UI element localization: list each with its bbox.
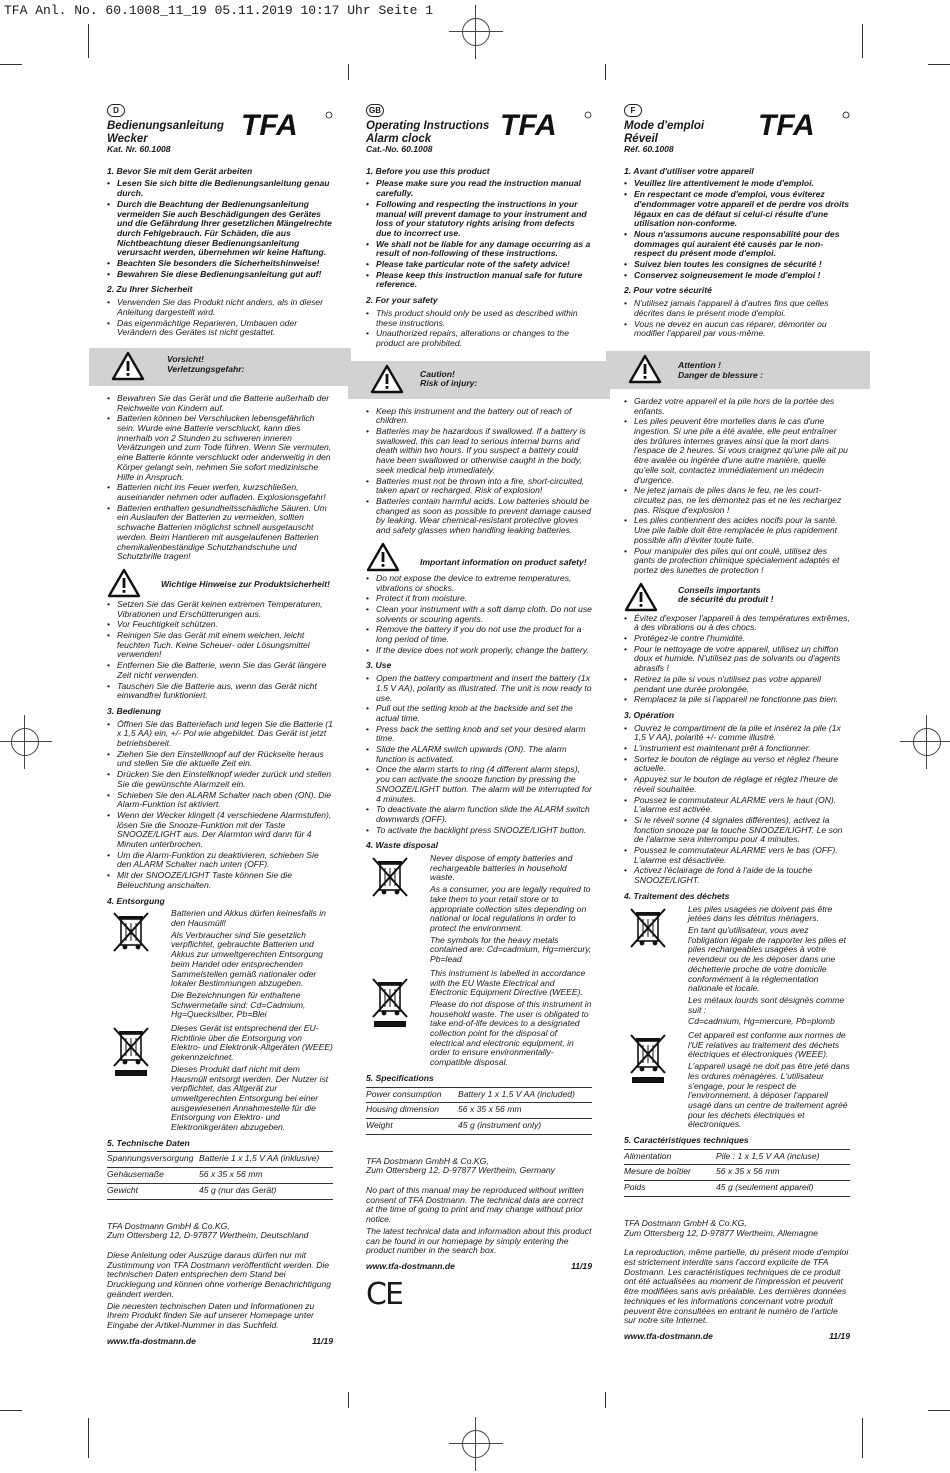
crop-mark	[0, 64, 22, 65]
list-item: • Pull out the setting knob at the backside and set the actual time.	[366, 704, 592, 723]
warning-triangle-icon	[111, 351, 145, 381]
product-safety-label: Conseils importants de sécurité du produit !	[678, 584, 774, 605]
list-item: • Reinigen Sie das Gerät mit einem weichen, leicht feuchten Tuch. Keine Scheuer- oder Lösungsmittel verwenden!	[107, 631, 333, 660]
crossed-bin-icon	[111, 911, 151, 955]
list-item: • Tauschen Sie die Batterie aus, wenn das Gerät nicht einwandfrei funktioniert.	[107, 682, 333, 701]
website-link[interactable]: www.tfa-dostmann.de	[107, 1335, 196, 1346]
logo-text: TFA	[758, 110, 815, 140]
disposal-text: Les métaux lourds sont désignés comme suit :	[688, 994, 845, 1015]
section-heading: 2. For your safety	[366, 295, 438, 306]
disposal-batteries	[366, 854, 592, 965]
disposal-weee	[366, 969, 592, 1068]
spec-table	[107, 1151, 333, 1199]
list-item: • If the device does not work properly, change the battery.	[366, 646, 592, 656]
logo-text: TFA	[500, 110, 557, 140]
list-item: • Durch die Beachtung der Bedienungsanleitung vermeiden Sie auch Beschädigungen des Gerätes und die Gefährdung Ihrer gesetzlichen Mängelrechte durch Fehlgebrauch. Für Schäden, die aus Nichtbeachtung dieser Bedienungsanleitung verursacht werden, übernehmen wir keine Haftung.	[107, 200, 333, 258]
list-before-use	[366, 179, 592, 290]
column-english	[366, 104, 592, 1312]
list-item: • Activez l'éclairage de fond à l'aide de la touche SNOOZE/LIGHT.	[624, 866, 850, 885]
language-badge: F	[624, 104, 642, 117]
legal-notice: Die neuesten technischen Daten und Informationen zu Ihrem Produkt finden Sie auf unserer Homepage unter Eingabe der Artikel-Nummer in das Suchfeld.	[107, 1300, 315, 1330]
caution-banner	[348, 361, 610, 399]
disposal-weee	[624, 1031, 850, 1130]
caution-label: Caution! Risk of injury:	[420, 368, 478, 389]
registration-mark	[11, 728, 39, 756]
warning-triangle-icon	[107, 568, 141, 598]
list-operation	[107, 720, 333, 891]
disposal-text: L'appareil usagé ne doit pas être jeté dans les ordures ménagères. L'utilisateur s'engage, pour le respect de l'environnement, à déposer l'appareil usagé dans un centre de traitement agréé pour les déchets électriques et électroniques.	[688, 1061, 850, 1130]
disposal-batteries	[107, 909, 333, 1020]
disposal-text: Cd=cadmium, Hg=mercure, Pb=plomb	[688, 1016, 835, 1027]
list-operation	[366, 674, 592, 835]
table-row: Gewicht 45 g (nur das Gerät)	[107, 1183, 333, 1199]
disposal-text: Please do not dispose of this instrument in household waste. The user is obligated to take end-of-life devices to a designated collection point for the disposal of electrical and electronic equipment, in order to ensure environmentally-compatible disposal.	[430, 998, 592, 1068]
list-item: • Please take particular note of the safety advice!	[366, 260, 592, 270]
catalog-number: Réf. 60.1008	[624, 144, 674, 154]
table-row: Alimentation Pile : 1 x 1,5 V AA (incluse)	[624, 1149, 850, 1165]
disposal-text: As a consumer, you are legally required to take them to your retail store or to appropriate collection sites depending on national or local regulations in order to protect the environment.	[430, 884, 591, 933]
crop-mark	[348, 64, 349, 80]
crop-mark	[88, 1418, 89, 1458]
list-item: • Conservez soigneusement le mode d'emploi !	[624, 271, 850, 281]
table-row: Mesure de boîtier 56 x 35 x 56 mm	[624, 1165, 850, 1181]
list-item: • Pour le nettoyage de votre appareil, utilisez un chiffon doux et humide. N'utilisez pas de solvants ou d'agents abrasifs !	[624, 645, 850, 674]
weee-bin-icon	[628, 1033, 668, 1083]
list-item: • Unauthorized repairs, alterations or changes to the product are prohibited.	[366, 329, 592, 348]
list-item: • Following and respecting the instructions in your manual will prevent damage to your instrument and loss of your statutory rights arising from defects due to incorrect use.	[366, 200, 592, 239]
list-item: • Do not expose the device to extreme temperatures, vibrations or shocks.	[366, 574, 592, 593]
website-link[interactable]: www.tfa-dostmann.de	[624, 1330, 713, 1341]
list-item: • Batteries contain harmful acids. Low batteries should be changed as soon as possible to prevent damage caused by leaking. Wear chemical-resistant protective gloves and safety glasses when handling leaking batteries.	[366, 497, 592, 536]
list-item: • Gardez votre appareil et la pile hors de la portée des enfants.	[624, 397, 850, 416]
crop-mark	[88, 24, 89, 58]
list-item: • Press back the setting knob and set your desired alarm time.	[366, 725, 592, 744]
list-product-safety	[366, 574, 592, 656]
disposal-text: Never dispose of empty batteries and rechargeable batteries in household waste.	[430, 853, 573, 883]
version-code: 11/19	[312, 1335, 333, 1346]
manual-title: Bedienungsanleitung	[107, 120, 224, 132]
weee-bin-icon	[370, 977, 410, 1027]
list-item: • Wenn der Wecker klingelt (4 verschiedene Alarmstufen), lösen Sie die Snooze-Funktion mit der Taste SNOOZE/LIGHT aus. Der Alarmton wird dann für 4 Minuten unterbrochen.	[107, 811, 333, 850]
version-code: 11/19	[571, 1260, 592, 1271]
column-french	[624, 104, 850, 1342]
list-item: • Remove the battery if you do not use the product for a long period of time.	[366, 625, 592, 644]
section-heading: 3. Bedienung	[107, 705, 161, 716]
section-heading: 1. Avant d'utiliser votre appareil	[624, 165, 754, 176]
list-item: • N'utilisez jamais l'appareil à d'autres fins que celles décrites dans le présent mode d'emploi.	[624, 299, 850, 318]
legal-notice: The latest technical data and information about this product can be found in our homepage by simply entering the product number in the search box.	[366, 1225, 592, 1256]
footer	[366, 1262, 592, 1272]
crop-mark	[605, 64, 606, 80]
disposal-weee	[107, 1024, 333, 1133]
list-item: • Pour manipuler des piles qui ont coulé, utilisez des gants de protection chimique spécialement adaptés et portez des lunettes de protection !	[624, 547, 850, 576]
table-row: Spannungsversorgung Batterie 1 x 1,5 V AA (inklusive)	[107, 1152, 333, 1168]
caution-banner	[89, 348, 351, 386]
list-item: • Once the alarm starts to ring (4 different alarm steps), you can activate the snooze function by pressing the SNOOZE/LIGHT button. The alarm will be interrupted for 4 minutes.	[366, 765, 592, 804]
list-item: • Protégez-le contre l'humidité.	[624, 634, 850, 644]
crop-mark	[348, 1392, 349, 1408]
list-item: • Protect it from moisture.	[366, 594, 592, 604]
list-item: • Sortez le bouton de réglage au verso et réglez l'heure actuelle.	[624, 755, 850, 774]
crop-mark	[862, 24, 863, 58]
section-heading: 1. Bevor Sie mit dem Gerät arbeiten	[107, 165, 253, 176]
section-heading: 1. Before you use this product	[366, 165, 490, 176]
list-item: • Setzen Sie das Gerät keinen extremen Temperaturen, Vibrationen und Erschütterungen aus.	[107, 600, 333, 619]
list-item: • This product should only be used as described within these instructions.	[366, 309, 592, 328]
product-safety-header	[624, 582, 850, 612]
list-item: • Batterien können bei Verschlucken lebensgefährlich sein. Wurde eine Batterie verschluckt, kann dies innerhalb von 2 Stunden zu schweren inneren Verätzungen und zum Tode führen. Wenn Sie vermuten, eine Batterie könnte verschluckt oder anderweitig in den Körper gelangt sein, nehmen Sie sofort medizinische Hilfe in Anspruch.	[107, 414, 333, 482]
table-row: Housing dimension 56 x 35 x 56 mm	[366, 1103, 592, 1119]
catalog-number: Kat. Nr. 60.1008	[107, 144, 171, 154]
list-before-use	[624, 179, 850, 280]
list-caution	[366, 407, 592, 536]
list-product-safety	[624, 614, 850, 705]
list-item: • Bewahren Sie das Gerät und die Batterie außerhalb der Reichweite von Kindern auf.	[107, 394, 333, 413]
disposal-batteries	[624, 905, 850, 1027]
list-before-use	[107, 179, 333, 279]
registration-mark	[462, 18, 490, 46]
registration-mark	[913, 728, 941, 756]
product-safety-label: Wichtige Hinweise zur Produktsicherheit!	[161, 578, 330, 589]
section-heading: 5. Caractéristiques techniques	[624, 1135, 749, 1146]
list-item: • Keep this instrument and the battery out of reach of children.	[366, 407, 592, 426]
list-item: • Please keep this instruction manual safe for future reference.	[366, 271, 592, 290]
catalog-number: Cat.-No. 60.1008	[366, 144, 433, 154]
section-heading: 5. Specifications	[366, 1072, 434, 1083]
disposal-text: The symbols for the heavy metals contained are: Cd=cadmium, Hg=mercury, Pb=lead	[430, 934, 592, 965]
list-item: • Suivez bien toutes les consignes de sécurité !	[624, 260, 850, 270]
section-heading: 2. Zu Ihrer Sicherheit	[107, 284, 193, 295]
list-item: • Batteries may be hazardous if swallowed. If a battery is swallowed, this can lead to serious internal burns and death within two hours. If you suspect a battery could have been swallowed or otherwise caught in the body, seek medical help immediately.	[366, 427, 592, 476]
list-item: • Drücken Sie den Einstellknopf wieder zurück und stellen Sie die gewünschte Alarmzeit ein.	[107, 770, 333, 789]
disposal-text: Als Verbraucher sind Sie gesetzlich verpflichtet, gebrauchte Batterien und Akkus zur umweltgerechten Entsorgung beim Handel oder entsprechenden Sammelstellen gemäß nationaler oder lokaler Bestimmungen abzugeben.	[171, 929, 323, 989]
disposal-text: Cet appareil est conforme aux normes de l'UE relatives au traitement des déchets électriques et électroniques (WEEE).	[688, 1030, 846, 1060]
crop-mark	[862, 1418, 863, 1458]
list-item: • Entfernen Sie die Batterie, wenn Sie das Gerät längere Zeit nicht verwenden.	[107, 661, 333, 680]
list-item: • Poussez le commutateur ALARME vers le haut (ON). L'alarme est activée.	[624, 796, 850, 815]
weee-bin-icon	[111, 1026, 151, 1076]
list-item: • Batteries must not be thrown into a fire, short-circuited, taken apart or recharged. Risk of explosion!	[366, 477, 592, 496]
warning-triangle-icon	[628, 354, 662, 384]
version-code: 11/19	[829, 1330, 850, 1341]
section-heading: 2. Pour votre sécurité	[624, 285, 712, 296]
disposal-text: This instrument is labelled in accordance with the EU Waste Electrical and Electronic Equipment Directive (WEEE).	[430, 967, 586, 998]
ce-mark: CE	[366, 1276, 402, 1312]
list-item: • Clean your instrument with a soft damp cloth. Do not use solvents or scouring agents.	[366, 605, 592, 624]
list-item: • Appuyez sur le bouton de réglage et réglez l'heure de réveil souhaitée.	[624, 775, 850, 794]
caution-banner	[606, 351, 870, 389]
manual-title: Operating Instructions	[366, 120, 490, 132]
manual-title: Mode d'emploi	[624, 120, 705, 132]
warning-triangle-icon	[370, 364, 404, 394]
tfa-logo	[500, 110, 592, 140]
tfa-logo	[241, 110, 333, 140]
list-safety	[107, 298, 333, 338]
list-item: • Évitez d'exposer l'appareil à des températures extrêmes, à des vibrations ou à des chocs.	[624, 614, 850, 633]
disposal-text: Dieses Produkt darf nicht mit dem Hausmüll entsorgt werden. Der Nutzer ist verpflichtet, das Altgerät zur umweltgerechten Entsorgung bei einer ausgewiesenen Annahmestelle für die Entsorgung von Elektro- und Elektronikgeräten abzugeben.	[171, 1063, 329, 1133]
warning-triangle-icon	[366, 542, 400, 572]
legal-notice: Diese Anleitung oder Auszüge daraus dürfen nur mit Zustimmung von TFA Dostmann veröffentlicht werden. Die technischen Daten entsprechen dem Stand bei Drucklegung und können ohne vorherige Benachrichtigung geändert werden.	[107, 1249, 332, 1299]
legal-notice: No part of this manual may be reproduced without written consent of TFA Dostmann. The technical data are correct at the time of going to print and may change without prior notice.	[366, 1185, 584, 1225]
list-item: • Beachten Sie besonders die Sicherheitshinweise!	[107, 259, 333, 269]
print-header: TFA Anl. No. 60.1008_11_19 05.11.2019 10:17 Uhr Seite 1	[4, 3, 434, 18]
list-safety	[366, 309, 592, 349]
list-item: • To activate the backlight press SNOOZE/LIGHT button.	[366, 826, 592, 836]
section-heading: 4. Waste disposal	[366, 840, 438, 851]
list-product-safety	[107, 600, 333, 701]
warning-triangle-icon	[624, 582, 658, 612]
list-item: • Ouvrez le compartiment de la pile et insérez la pile (1x 1,5 V AA), polarité +/- comme illustré.	[624, 724, 850, 743]
list-caution	[107, 394, 333, 562]
list-item: • We shall not be liable for any damage occurring as a result of non-following of these instructions.	[366, 240, 592, 259]
list-item: • Vous ne devez en aucun cas réparer, démonter ou modifier l'appareil par vous-même.	[624, 320, 850, 339]
company-address: TFA Dostmann GmbH & Co.KG, Zum Ottersberg 12, D-97877 Wertheim, Germany	[366, 1155, 555, 1176]
list-item: • Verwenden Sie das Produkt nicht anders, als in dieser Anleitung dargestellt wird.	[107, 298, 333, 317]
crossed-bin-icon	[370, 856, 410, 900]
footer	[624, 1332, 850, 1342]
list-item: • Please make sure you read the instruction manual carefully.	[366, 179, 592, 198]
list-item: • Öffnen Sie das Batteriefach und legen Sie die Batterie (1 x 1,5 AA) ein, +/- Pol wie abgebildet. Das Gerät ist jetzt betriebsbereit.	[107, 720, 333, 749]
list-item: • Ne jetez jamais de piles dans le feu, ne les court-circuitez pas, ne les démontez pas et ne les rechargez pas. Risque d'explosion !	[624, 486, 850, 515]
section-heading: 3. Use	[366, 660, 392, 671]
disposal-text: En tant qu'utilisateur, vous avez l'obligation légale de rapporter les piles et piles rechargeables usagées à votre revendeur ou de les déposer dans une déchetterie proche de votre domicile conformément à la réglementation nationale et locale.	[688, 925, 846, 994]
list-item: • Veuillez lire attentivement le mode d'emploi.	[624, 179, 850, 189]
product-safety-header	[107, 568, 333, 598]
disposal-text: Die Bezeichnungen für enthaltene Schwermetalle sind: Cd=Cadmium, Hg=Quecksilber, Pb=Blei	[171, 989, 306, 1020]
disposal-text: Les piles usagées ne doivent pas être jetées dans les détritus ménagers.	[688, 903, 833, 924]
table-row: Gehäusemaße 56 x 35 x 56 mm	[107, 1168, 333, 1184]
table-row: Weight 45 g (instrument only)	[366, 1118, 592, 1134]
product-name: Réveil	[624, 132, 658, 145]
list-item: • Ziehen Sie den Einstellknopf auf der Rückseite heraus und stellen Sie die aktuelle Zeit ein.	[107, 750, 333, 769]
caution-label: Vorsicht! Verletzungsgefahr:	[167, 353, 245, 374]
product-safety-header	[366, 542, 592, 572]
logo-text: TFA	[241, 110, 298, 140]
list-item: • Open the battery compartment and insert the battery (1x 1.5 V AA), polarity as illustrated. The unit is now ready to use.	[366, 674, 592, 703]
list-item: • Batterien nicht ins Feuer werfen, kurzschließen, auseinander nehmen oder aufladen. Explosionsgefahr!	[107, 483, 333, 502]
list-item: • Das eigenmächtige Reparieren, Umbauen oder Verändern des Gerätes ist nicht gestattet.	[107, 319, 333, 338]
company-address: TFA Dostmann GmbH & Co.KG, Zum Ottersberg 12, D-97877 Wertheim, Allemagne	[624, 1217, 818, 1238]
disposal-text: Dieses Gerät ist entsprechend der EU-Richtlinie über die Entsorgung von Elektro- und Elektronik-Altgeräten (WEEE) gekennzeichnet.	[171, 1023, 333, 1063]
registration-mark	[462, 1430, 490, 1458]
crossed-bin-icon	[628, 907, 668, 951]
table-row: Power consumption Battery 1 x 1,5 V AA (included)	[366, 1087, 592, 1103]
list-item: • Mit der SNOOZE/LIGHT Taste können Sie die Beleuchtung anschalten.	[107, 871, 333, 890]
list-caution	[624, 397, 850, 576]
list-item: • Schieben Sie den ALARM Schalter nach oben (ON). Die Alarm-Funktion ist aktiviert.	[107, 791, 333, 810]
list-item: • En respectant ce mode d'emploi, vous éviterez d'endommager votre appareil et de perdre vos droits légaux en cas de défaut si celui-ci résulte d'une utilisation non-conforme.	[624, 190, 850, 229]
crop-mark	[928, 64, 950, 65]
list-item: • Slide the ALARM switch upwards (ON). The alarm function is activated.	[366, 745, 592, 764]
list-item: • Batterien enthalten gesundheitsschädliche Säuren. Um ein Auslaufen der Batterien zu vermeiden, sollten schwache Batterien möglichst schnell ausgetauscht werden. Beim Hantieren mit ausgelaufenen Batterien chemikalienbeständige Schutzhandschuhe und Schutzbrille tragen!	[107, 504, 333, 562]
product-name: Alarm clock	[366, 132, 432, 145]
caution-label: Attention ! Danger de blessure :	[678, 359, 764, 380]
disposal-text: Batterien und Akkus dürfen keinesfalls in den Hausmüll!	[171, 908, 326, 928]
list-item: • Si le réveil sonne (4 signales différentes), activez la fonction snooze par la touche SNOOZE/LIGHT. Le son de l'alarme sera interrompu pour 4 minutes.	[624, 816, 850, 845]
section-heading: 3. Opération	[624, 709, 675, 720]
list-item: • To deactivate the alarm function slide the ALARM switch downwards (OFF).	[366, 805, 592, 824]
list-item: • L'instrument est maintenant prêt à fonctionner.	[624, 744, 850, 754]
list-item: • Nous n'assumons aucune responsabilité pour des dommages qui auraient été causés par le non-respect du présent mode d'emploi.	[624, 230, 850, 259]
list-item: • Les piles contiennent des acides nocifs pour la santé. Une pile faible doit être remplacée le plus rapidement possible afin d'éviter toute fuite.	[624, 516, 850, 545]
footer	[107, 1337, 333, 1347]
list-operation	[624, 724, 850, 886]
list-item: • Lesen Sie sich bitte die Bedienungsanleitung genau durch.	[107, 179, 333, 198]
section-heading: 4. Traitement des déchets	[624, 890, 730, 901]
section-heading: 4. Entsorgung	[107, 895, 165, 906]
spec-table	[624, 1149, 850, 1197]
list-item: • Vor Feuchtigkeit schützen.	[107, 620, 333, 630]
crop-mark	[0, 1410, 22, 1411]
product-safety-label: Important information on product safety!	[420, 556, 587, 567]
language-badge: D	[107, 104, 125, 117]
product-name: Wecker	[107, 132, 148, 145]
list-item: • Poussez le commutateur ALARME vers le bas (OFF). L'alarme est désactivée.	[624, 846, 850, 865]
column-german	[107, 104, 333, 1346]
list-item: • Remplacez la pile si l'appareil ne fonctionne pas bien.	[624, 695, 850, 705]
legal-notice: La reproduction, même partielle, du présent mode d'emploi est strictement interdite sans l'accord explicite de TFA Dostmann. Les caractéristiques techniques de ce produit ont été actualisées au moment de l'impression et peuvent être modifiées sans avis préalable. Les dernières données techniques et les informations concernant votre produit peuvent être consultées en entrant le numéro de l'article sur notre site Internet.	[624, 1247, 849, 1326]
spec-table	[366, 1087, 592, 1135]
list-item: • Bewahren Sie diese Bedienungsanleitung gut auf!	[107, 270, 333, 280]
crop-mark	[928, 1410, 950, 1411]
table-row: Poids 45 g (seulement appareil)	[624, 1181, 850, 1197]
list-item: • Um die Alarm-Funktion zu deaktivieren, schieben Sie den ALARM Schalter nach unten (OFF).	[107, 851, 333, 870]
section-heading: 5. Technische Daten	[107, 1137, 190, 1148]
list-item: • Retirez la pile si vous n'utilisez pas votre appareil pendant une durée prolongée.	[624, 675, 850, 694]
language-badge: GB	[366, 104, 384, 117]
list-safety	[624, 299, 850, 339]
tfa-logo	[758, 110, 850, 140]
list-item: • Les piles peuvent être mortelles dans le cas d'une ingestion. Si une pile a été avalée, elle peut entraîner des brûlures internes graves ainsi que la mort dans l'espace de 2 heures. Si vous craignez qu'une pile ait pu être avalée ou ingérée d'une autre manière, quelle qu'elle soit, contactez immédiatement un médecin d'urgence.	[624, 417, 850, 485]
company-address: TFA Dostmann GmbH & Co.KG, Zum Ottersberg 12, D-97877 Wertheim, Deutschland	[107, 1220, 309, 1241]
website-link[interactable]: www.tfa-dostmann.de	[366, 1260, 455, 1271]
crop-mark	[605, 1392, 606, 1408]
